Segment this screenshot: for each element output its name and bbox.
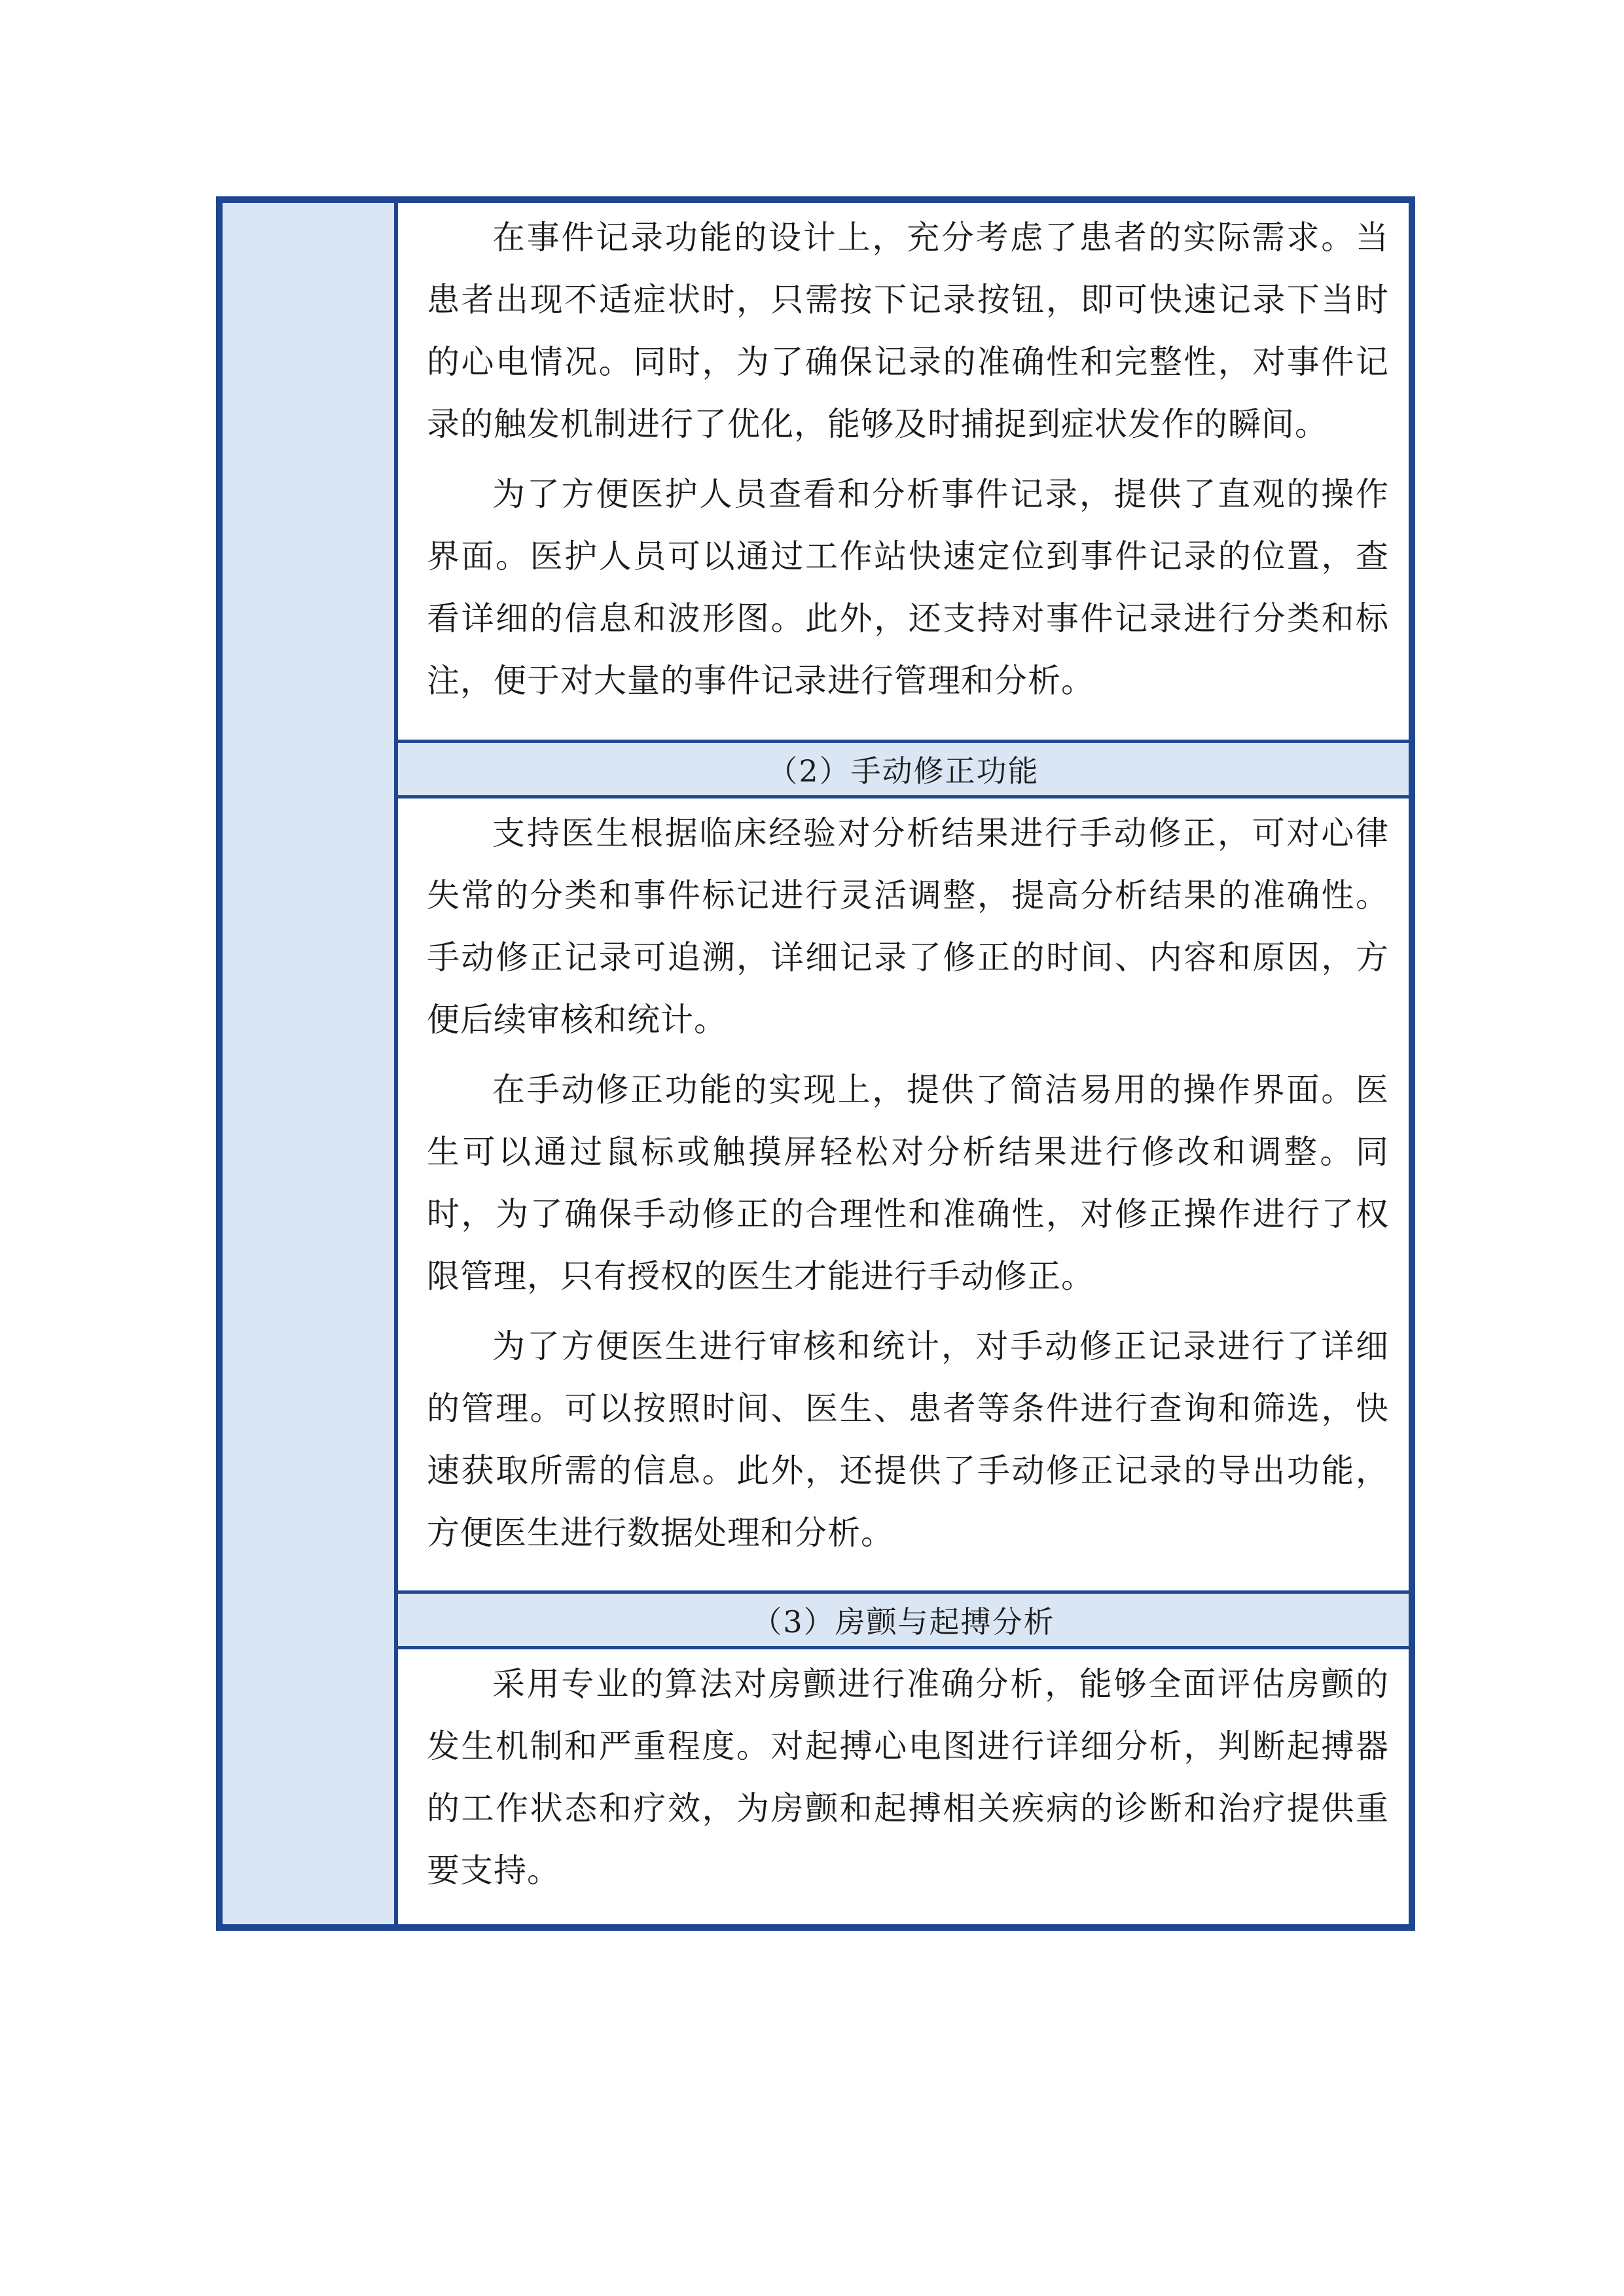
section-3-content — [398, 1649, 1409, 1924]
paragraph: 采用专业的算法对房颤进行准确分析，能够全面评估房颤的发生机制和严重程度。对起搏心电图进行详细分析，判断起搏器的工作状态和疗效，为房颤和起搏相关疾病的诊断和治疗提供重要支持。 — [427, 1665, 1389, 1890]
paragraph: 在手动修正功能的实现上，提供了简洁易用的操作界面。医生可以通过鼠标或触摸屏轻松对分析结果进行修改和调整。同时，为了确保手动修正的合理性和准确性，对修正操作进行了权限管理，只有授权的医生才能进行手动修正。 — [427, 1071, 1389, 1295]
table-left-column — [223, 203, 398, 1924]
table-right-column — [398, 203, 1409, 1924]
paragraph: 在事件记录功能的设计上，充分考虑了患者的实际需求。当患者出现不适症状时，只需按下记录按钮，即可快速记录下当时的心电情况。同时，为了确保记录的准确性和完整性，对事件记录的触发机制进行了优化，能够及时捕捉到症状发作的瞬间。 — [427, 219, 1389, 443]
section-3-heading: （3）房颤与起搏分析 — [398, 1590, 1409, 1649]
section-2-heading: （2）手动修正功能 — [398, 740, 1409, 798]
paragraph: 为了方便医生进行审核和统计，对手动修正记录进行了详细的管理。可以按照时间、医生、患者等条件进行查询和筛选，快速获取所需的信息。此外，还提供了手动修正记录的导出功能，方便医生进行数据处理和分析。 — [427, 1327, 1389, 1552]
section-1-content — [398, 203, 1409, 740]
paragraph: 为了方便医护人员查看和分析事件记录，提供了直观的操作界面。医护人员可以通过工作站快速定位到事件记录的位置，查看详细的信息和波形图。此外，还支持对事件记录进行分类和标注，便于对大量的事件记录进行管理和分析。 — [427, 475, 1389, 700]
document-table — [216, 196, 1415, 1931]
paragraph: 支持医生根据临床经验对分析结果进行手动修正，可对心律失常的分类和事件标记进行灵活调整，提高分析结果的准确性。手动修正记录可追溯，详细记录了修正的时间、内容和原因，方便后续审核和统计。 — [427, 814, 1389, 1039]
section-2-content — [398, 798, 1409, 1590]
